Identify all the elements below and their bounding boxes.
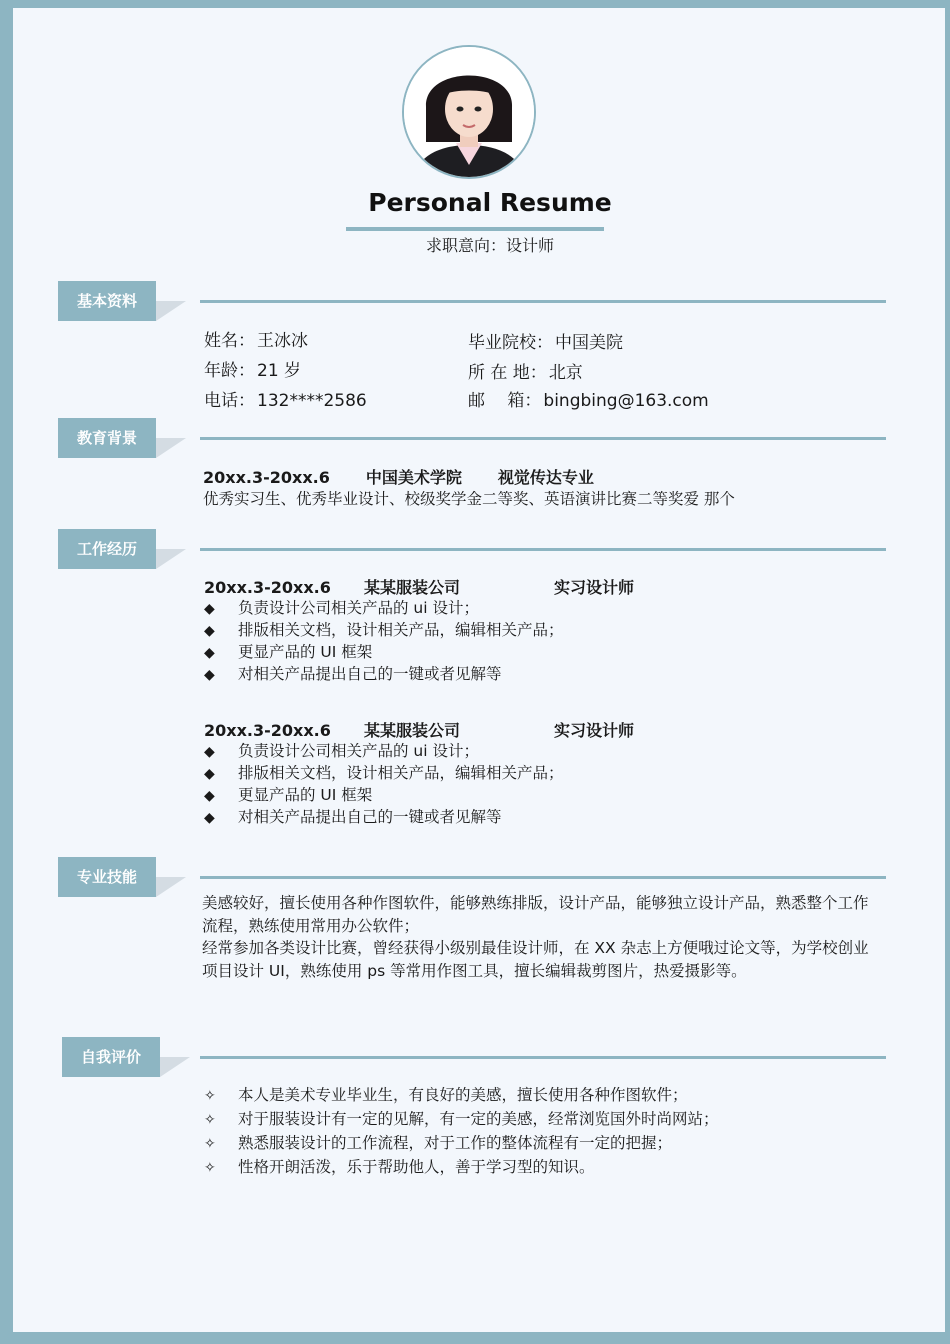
list-item: ◆ 负责设计公司相关产品的 ui 设计； xyxy=(204,740,564,762)
profile-photo xyxy=(402,45,536,179)
diamond-bullet-icon: ◆ xyxy=(204,788,215,804)
section-divider xyxy=(200,548,886,551)
section-divider xyxy=(200,437,886,440)
field-label: 电话： xyxy=(204,391,255,411)
self-eval-list xyxy=(204,1083,719,1179)
section-tag-basic-info: 基本资料 xyxy=(58,281,156,321)
education-school: 中国美术学院 xyxy=(365,468,462,487)
job-company: 某某服装公司 xyxy=(364,578,461,597)
section-tag-fold xyxy=(160,1057,190,1077)
job-company: 某某服装公司 xyxy=(364,721,461,740)
section-tag-skills: 专业技能 xyxy=(58,857,156,897)
resume-title: Personal Resume xyxy=(368,188,612,217)
job-period: 20xx.3-20xx.6 xyxy=(204,721,331,740)
section-tag-self-eval: 自我评价 xyxy=(62,1037,160,1077)
job-objective: 求职意向：设计师 xyxy=(425,236,554,255)
field-value: 21 岁 xyxy=(257,361,302,381)
diamond-bullet-icon: ◆ xyxy=(204,766,215,782)
section-tag-fold xyxy=(156,549,186,569)
diamond-bullet-icon: ◆ xyxy=(204,601,215,617)
section-divider xyxy=(200,876,886,879)
section-divider xyxy=(200,1056,886,1059)
field-label: 毕业院校： xyxy=(468,333,553,353)
skills-paragraph: 经常参加各类设计比赛，曾经获得小级别最佳设计师，在 XX 杂志上方便哦过论文等，为学校创业项目设计 UI，熟练使用 ps 等常用作图工具，擅长编辑裁剪图片，热爱摄影等。 xyxy=(202,939,869,980)
diamond-bullet-icon: ◆ xyxy=(204,623,215,639)
list-item: ◆ 排版相关文档，设计相关产品，编辑相关产品； xyxy=(204,619,564,641)
list-item: ◆ 排版相关文档，设计相关产品，编辑相关产品； xyxy=(204,762,564,784)
list-item: ◆ 对相关产品提出自己的一键或者见解等 xyxy=(204,806,564,828)
diamond-bullet-icon: ◆ xyxy=(204,645,215,661)
field-email xyxy=(468,386,709,411)
field-location xyxy=(468,358,583,383)
star-bullet-icon: ✧ xyxy=(204,1160,216,1176)
star-bullet-icon: ✧ xyxy=(204,1136,216,1152)
diamond-bullet-icon: ◆ xyxy=(204,810,215,826)
field-label: 年龄： xyxy=(204,361,255,381)
field-value: 北京 xyxy=(548,363,583,383)
field-school xyxy=(468,328,623,353)
job-period: 20xx.3-20xx.6 xyxy=(204,578,331,597)
field-label: 姓名： xyxy=(204,331,255,351)
job-role: 实习设计师 xyxy=(554,721,635,740)
section-tag-education: 教育背景 xyxy=(58,418,156,458)
star-bullet-icon: ✧ xyxy=(204,1112,216,1128)
star-bullet-icon: ✧ xyxy=(204,1088,216,1104)
education-period: 20xx.3-20xx.6 xyxy=(203,468,330,487)
skills-paragraph: 美感较好，擅长使用各种作图软件，能够熟练排版，设计产品，能够独立设计产品，熟悉整个工作流程，熟练使用常用办公软件； xyxy=(202,894,869,935)
field-value: 132****2586 xyxy=(257,391,367,411)
education-header xyxy=(203,465,630,488)
skills-text xyxy=(202,892,882,982)
education-description: 优秀实习生、优秀毕业设计、校级奖学金二等奖、英语演讲比赛二等奖爱 那个 xyxy=(203,490,735,508)
list-item: ✧ 对于服装设计有一定的见解，有一定的美感，经常浏览国外时尚网站； xyxy=(204,1107,719,1131)
field-label: 所 在 地： xyxy=(468,363,547,383)
field-value: 王冰冰 xyxy=(257,331,308,351)
job-duties xyxy=(204,597,564,685)
list-item: ✧ 本人是美术专业毕业生，有良好的美感，擅长使用各种作图软件； xyxy=(204,1083,719,1107)
list-item: ✧ 性格开朗活泼，乐于帮助他人，善于学习型的知识。 xyxy=(204,1155,719,1179)
list-item: ◆ 更显产品的 UI 框架 xyxy=(204,784,564,806)
person-portrait-icon xyxy=(404,47,534,177)
list-item: ◆ 负责设计公司相关产品的 ui 设计； xyxy=(204,597,564,619)
job-header xyxy=(204,718,634,741)
diamond-bullet-icon: ◆ xyxy=(204,744,215,760)
job-role: 实习设计师 xyxy=(554,578,635,597)
section-tag-work: 工作经历 xyxy=(58,529,156,569)
section-tag-fold xyxy=(156,301,186,321)
title-underline xyxy=(346,227,604,231)
field-phone xyxy=(204,386,367,411)
education-major: 视觉传达专业 xyxy=(497,468,594,487)
diamond-bullet-icon: ◆ xyxy=(204,667,215,683)
list-item: ◆ 对相关产品提出自己的一键或者见解等 xyxy=(204,663,564,685)
field-value: bingbing@163.com xyxy=(543,391,709,411)
section-tag-fold xyxy=(156,877,186,897)
section-tag-fold xyxy=(156,438,186,458)
list-item: ◆ 更显产品的 UI 框架 xyxy=(204,641,564,663)
list-item: ✧ 熟悉服装设计的工作流程，对于工作的整体流程有一定的把握； xyxy=(204,1131,719,1155)
section-divider xyxy=(200,300,886,303)
field-name xyxy=(204,326,308,351)
field-age xyxy=(204,356,301,381)
job-header xyxy=(204,575,634,598)
field-value: 中国美院 xyxy=(555,333,623,353)
field-label: 邮 箱： xyxy=(468,391,542,411)
job-duties xyxy=(204,740,564,828)
